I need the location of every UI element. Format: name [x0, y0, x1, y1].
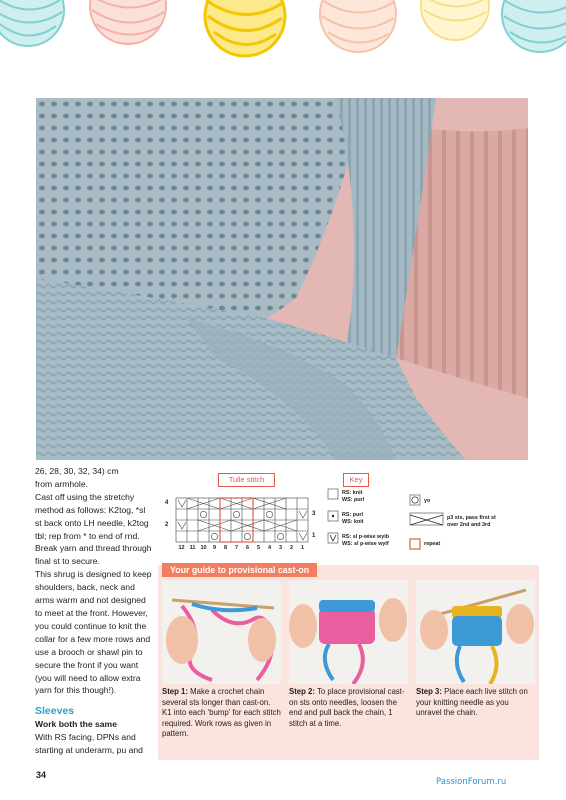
stitch-number: 6: [245, 545, 250, 551]
key-item-purl: RS: purl WS: knit: [342, 512, 364, 525]
stitch-number: 12: [178, 545, 185, 551]
key-item-yo: yo: [424, 498, 431, 504]
shrug-photo: [36, 98, 528, 460]
yarn-ball-banner: [0, 0, 566, 60]
step-1-body: Make a crochet chain several sts longer than cast-on. K1 into each ‘bump’ for each stitch required. Work rows as given in pattern.: [162, 687, 281, 739]
body-text-line: from armhole.: [35, 478, 89, 489]
cross-symbol: [198, 520, 231, 531]
watermark: PassionForum.ru: [436, 777, 507, 787]
cross-symbol: [264, 520, 297, 531]
row-number: 4: [165, 500, 169, 506]
yo-symbol: [200, 511, 206, 517]
stitch-number: 5: [256, 545, 261, 551]
stitch-number: 2: [289, 545, 294, 551]
stitch-number: 3: [278, 545, 283, 551]
yarn-ball-yellow: [205, 0, 285, 56]
yarn-ball-teal-left: [0, 0, 64, 46]
step-3-text: [416, 687, 536, 719]
page-number: 34: [36, 770, 47, 780]
yo-symbol: [233, 511, 239, 517]
slip-stitch-symbol: [299, 511, 307, 518]
chart-title: Tulle stitch: [218, 473, 275, 487]
stitch-number-row: [176, 545, 308, 553]
guide-title: Your guide to provisional cast-on: [162, 563, 317, 577]
key-item-cross: p3 sts, pass first st over 2nd and 3rd: [447, 515, 496, 528]
blank-square-icon: [328, 489, 338, 499]
key-item-knit: RS: knit WS: purl: [342, 490, 365, 503]
cross-icon: [410, 515, 443, 525]
yarn-ball-lightyellow: [421, 0, 489, 40]
key-title: Key: [343, 473, 369, 487]
stitch-number: 10: [200, 545, 207, 551]
cast-off-instructions: Cast off using the stretchy method as follows: K2tog, *sl st back onto LH needle, k2tog tbl; rep from * to end of rnd. Break yarn and thread through final st to secure.: [35, 491, 152, 567]
slip-stitch-symbol: [178, 500, 186, 507]
step-2-photo: [289, 580, 408, 684]
cross-symbol: [187, 498, 220, 509]
stitch-number: 7: [234, 545, 239, 551]
cross-symbol: [231, 520, 264, 531]
stitch-number: 9: [212, 545, 217, 551]
yo-symbol: [211, 533, 217, 539]
step-1-photo: [162, 580, 281, 684]
yarn-ball-pink: [90, 0, 166, 44]
sleeves-subheading: Work both the same: [35, 719, 117, 730]
cross-symbol: [220, 498, 253, 509]
step-1-label: Step 1:: [162, 687, 188, 696]
step-2-text: [289, 687, 409, 729]
row-number: 3: [312, 511, 316, 517]
cross-symbol: [253, 498, 286, 509]
measurements-text: 26, 28, 30, 32, 34) cm: [35, 466, 119, 476]
step-2-body: To place provisional cast-on sts onto needles, loosen the end and pull back the chain, 1 stitch at a time.: [289, 687, 405, 728]
row-number: 2: [165, 522, 169, 528]
row-number: 1: [312, 533, 316, 539]
step-2-label: Step 2:: [289, 687, 315, 696]
key-item-slip: RS: sl p-wise wyib WS: sl p-wise wyif: [342, 534, 390, 547]
stitch-number: 8: [223, 545, 228, 551]
step-3-photo: [416, 580, 535, 684]
yarn-ball-teal-right: [502, 0, 566, 52]
yo-symbol: [266, 511, 272, 517]
sleeves-heading: Sleeves: [35, 705, 75, 718]
stitch-number: 1: [300, 545, 305, 551]
slip-stitch-symbol: [299, 533, 307, 540]
red-square-icon: [410, 539, 420, 549]
pattern-text-column: [35, 465, 153, 757]
stitch-number: 4: [267, 545, 272, 551]
slip-stitch-symbol: [178, 522, 186, 529]
yarn-ball-peach: [320, 0, 396, 52]
stitch-number: 11: [189, 545, 196, 551]
sleeves-instructions: With RS facing, DPNs and starting at underarm, pu and: [35, 732, 143, 756]
step-1-text: [162, 687, 282, 740]
key-item-repeat: repeat: [424, 541, 441, 547]
design-note: This shrug is designed to keep shoulders, back, neck and arms warm and not designed to meet at the front. However, you could continue to knit the collar for a few more rows and use a brooch or shawl pin to secure the front if you want (you will need to allow extra yarn for this though!).: [35, 569, 152, 696]
step-3-body: Place each live stitch on your knitting needle as you unravel the chain.: [416, 687, 528, 718]
step-3-label: Step 3:: [416, 687, 442, 696]
yo-symbol: [244, 533, 250, 539]
yo-symbol: [277, 533, 283, 539]
circle-icon: [412, 497, 418, 503]
